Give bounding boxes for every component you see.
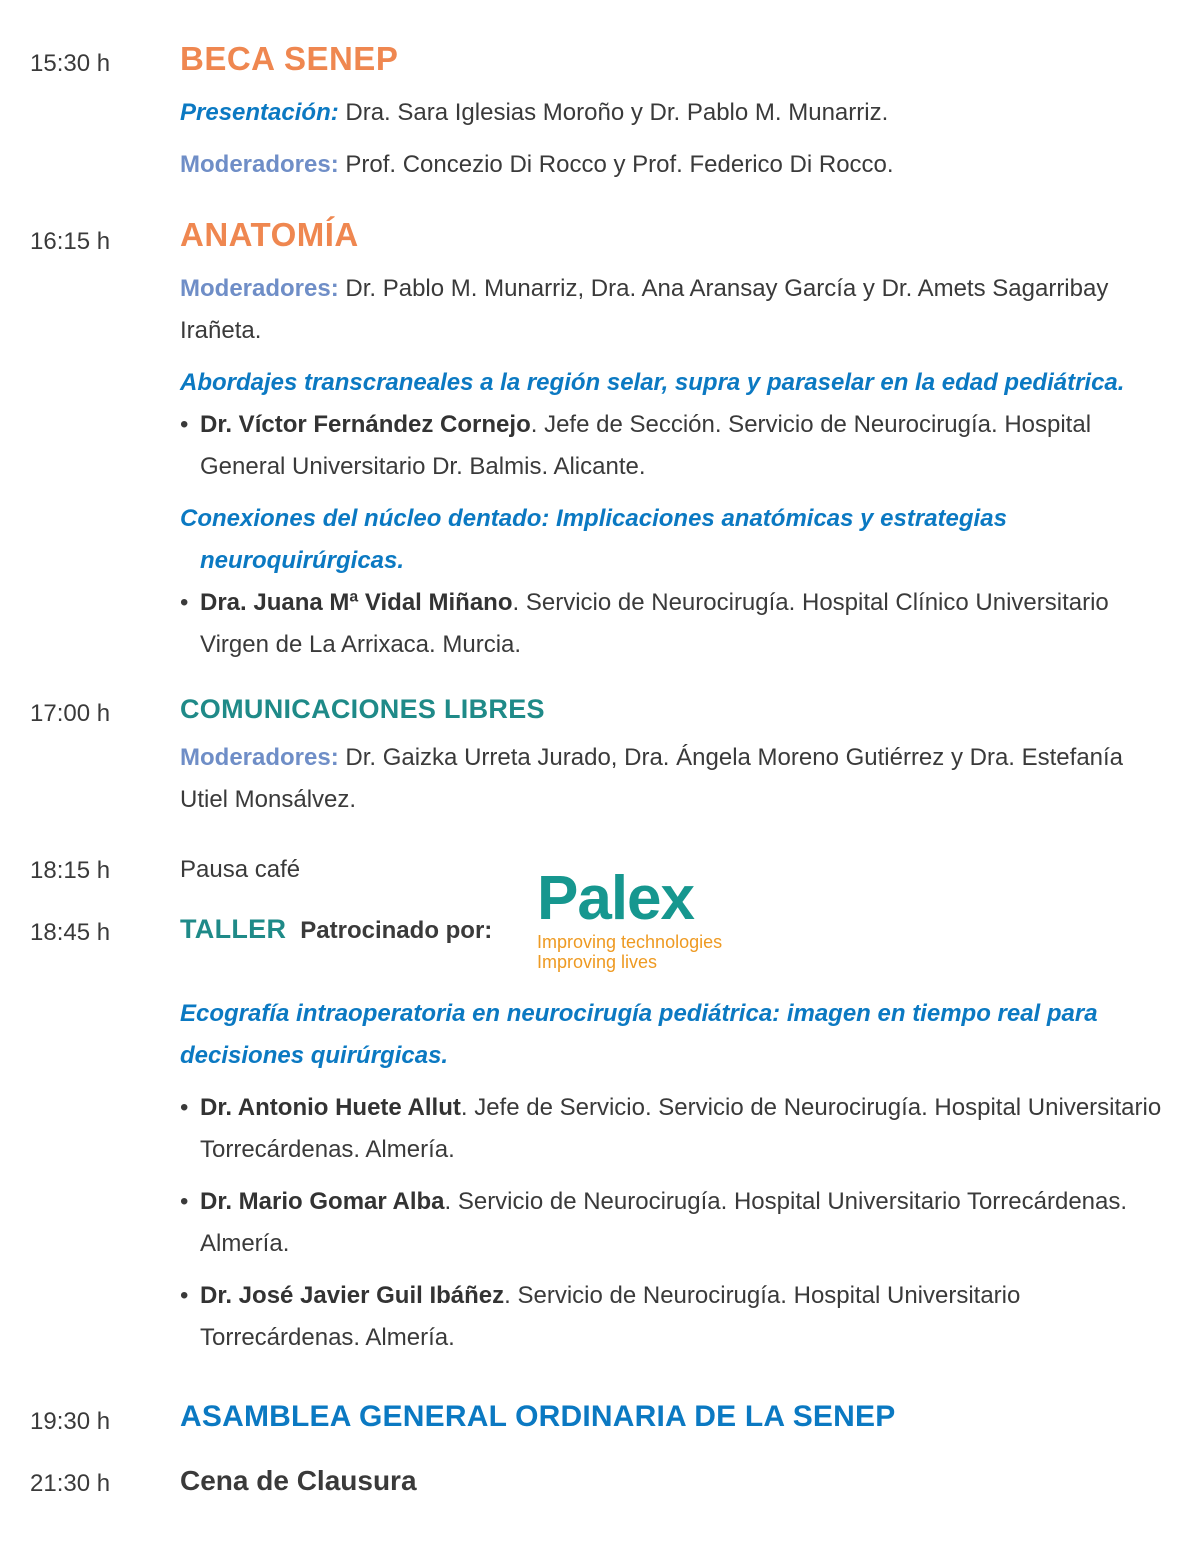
section-comunicaciones [180, 694, 1170, 821]
moderators-label: Moderadores: [180, 151, 339, 178]
section-taller-content [180, 993, 1170, 1359]
topic-title: Conexiones del núcleo dentado: Implicaciones anatómicas y estrategias neuroquirúrgicas. [180, 505, 1007, 574]
speaker-item [180, 1181, 1170, 1265]
moderators-label: Moderadores: [180, 744, 339, 771]
time-2130: 21:30 h [30, 1470, 111, 1497]
speaker-item [180, 404, 1170, 488]
section-cena-title: Cena de Clausura [180, 1465, 417, 1496]
moderators-line [180, 737, 1170, 821]
speaker-name: Dr. Antonio Huete Allut [200, 1094, 461, 1121]
time-1845: 18:45 h [30, 919, 111, 946]
section-anatomia [180, 216, 1170, 666]
bullet-icon: • [180, 589, 189, 616]
speaker-name: Dr. Mario Gomar Alba [200, 1188, 445, 1215]
moderators-text: Dr. Pablo M. Munarriz, Dra. Ana Aransay García y Dr. Amets Sagarribay Irañeta. [180, 275, 1109, 344]
section-title: ANATOMÍA [180, 216, 359, 253]
moderators-line [180, 268, 1170, 352]
speaker-name: Dra. Juana Mª Vidal Miñano [200, 589, 513, 616]
time-1815: 18:15 h [30, 857, 111, 884]
time-1530: 15:30 h [30, 50, 111, 77]
bullet-icon: • [180, 1188, 189, 1215]
moderators-text: Prof. Concezio Di Rocco y Prof. Federico Di Rocco. [338, 151, 894, 178]
speaker-affiliation: . Jefe de Servicio. Servicio de Neurocirugía. Hospital Universitario Torrecárdenas. Almería. [200, 1094, 1162, 1163]
presentation-label: Presentación: [180, 99, 339, 126]
coffee-break: Pausa café [180, 856, 301, 883]
moderators-label: Moderadores: [180, 275, 339, 302]
section-beca-senep [180, 40, 1170, 186]
section-asamblea-title: ASAMBLEA GENERAL ORDINARIA DE LA SENEP [180, 1400, 896, 1433]
speaker-name: Dr. José Javier Guil Ibáñez [200, 1282, 505, 1309]
presentation-line [180, 92, 1170, 134]
time-1700: 17:00 h [30, 700, 111, 727]
speaker-affiliation: . Jefe de Sección. Servicio de Neurocirugía. Hospital General Universitario Dr. Balmis. Alicante. [200, 411, 1092, 480]
speaker-item [180, 582, 1170, 666]
topic-title: Abordajes transcraneales a la región selar, supra y paraselar en la edad pediátrica. [180, 369, 1125, 396]
moderators-text: Dr. Gaizka Urreta Jurado, Dra. Ángela Moreno Gutiérrez y Dra. Estefanía Utiel Monsálvez. [180, 744, 1124, 813]
speaker-affiliation: . Servicio de Neurocirugía. Hospital Clínico Universitario Virgen de La Arrixaca. Murcia. [200, 589, 1109, 658]
presentation-text: Dra. Sara Iglesias Moroño y Dr. Pablo M. Munarriz. [338, 99, 889, 126]
speaker-affiliation: . Servicio de Neurocirugía. Hospital Universitario Torrecárdenas. Almería. [200, 1188, 1128, 1257]
sponsor-label: Patrocinado por: [300, 917, 493, 944]
time-1615: 16:15 h [30, 228, 111, 255]
moderators-line [180, 144, 1170, 186]
speaker-item [180, 1087, 1170, 1171]
speaker-item [180, 1275, 1170, 1359]
speaker-name: Dr. Víctor Fernández Cornejo [200, 411, 531, 438]
section-title: BECA SENEP [180, 40, 399, 77]
section-title: TALLER [180, 914, 287, 944]
bullet-icon: • [180, 1282, 189, 1309]
logo-wordmark: Palex [537, 864, 695, 933]
palex-logo [537, 864, 767, 974]
time-1930: 19:30 h [30, 1408, 111, 1435]
logo-tagline-2: Improving lives [537, 952, 658, 972]
speaker-affiliation: . Servicio de Neurocirugía. Hospital Universitario Torrecárdenas. Almería. [200, 1282, 1021, 1351]
topic-title: Ecografía intraoperatoria en neurocirugía pediátrica: imagen en tiempo real para decisiones quirúrgicas. [180, 1000, 1098, 1069]
bullet-icon: • [180, 411, 189, 438]
logo-tagline-1: Improving technologies [537, 932, 723, 952]
section-title: COMUNICACIONES LIBRES [180, 694, 545, 724]
bullet-icon: • [180, 1094, 189, 1121]
